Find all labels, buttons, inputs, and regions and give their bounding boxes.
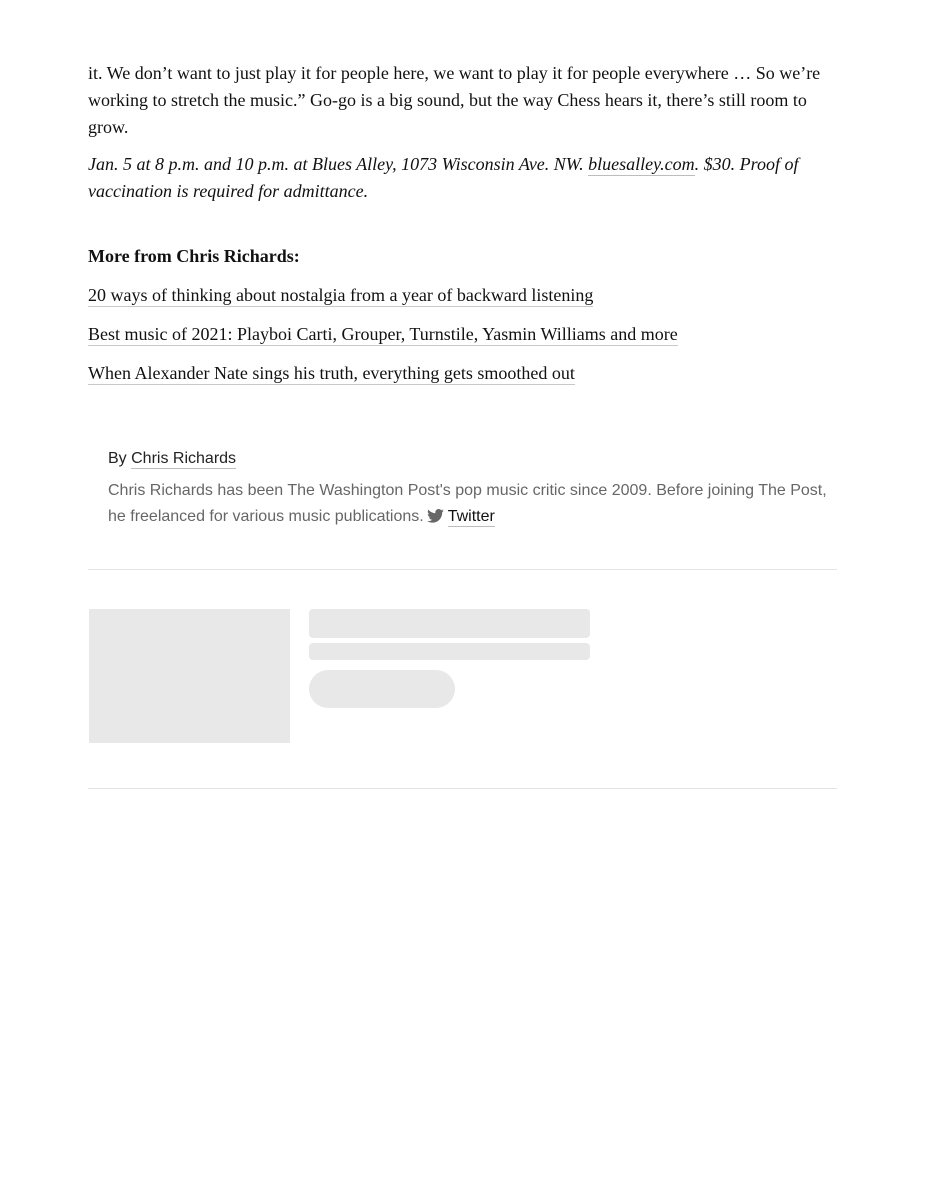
related-article-link-nostalgia[interactable]: 20 ways of thinking about nostalgia from a year of backward listening (88, 285, 594, 305)
bluesalley-link[interactable]: bluesalley.com (588, 154, 695, 174)
author-bio (108, 478, 828, 530)
more-from-heading: More from Chris Richards: (88, 246, 300, 266)
byline-prefix: By (108, 450, 127, 467)
list-item (88, 361, 678, 400)
article-body (88, 60, 838, 215)
title-placeholder (309, 609, 590, 638)
byline (108, 447, 828, 471)
twitter-link[interactable]: Twitter (447, 508, 495, 525)
author-name-link[interactable]: Chris Richards (131, 450, 237, 467)
author-bio-box (108, 447, 828, 530)
twitter-bird-icon (427, 506, 444, 520)
related-articles-list (88, 283, 678, 400)
section-divider-bottom (88, 788, 837, 789)
twitter-follow (427, 504, 495, 530)
image-placeholder (89, 609, 290, 743)
list-item (88, 322, 678, 361)
event-info-text-2: . $30. Proof of vaccination is required for admittance. (88, 154, 799, 201)
subtitle-placeholder (309, 643, 590, 660)
list-item (88, 283, 678, 322)
event-info-text: Jan. 5 at 8 p.m. and 10 p.m. at Blues Alley, 1073 Wisconsin Ave. NW. (88, 154, 589, 174)
related-article-link-best-music-2021[interactable]: Best music of 2021: Playboi Carti, Grouper, Turnstile, Yasmin Williams and more (88, 324, 678, 344)
section-divider (88, 569, 837, 570)
button-placeholder (309, 670, 455, 708)
author-bio-text: Chris Richards has been The Washington Post's pop music critic since 2009. Before joining The Post, he freelanced for various music publications. (108, 482, 827, 525)
article-paragraph: it. We don’t want to just play it for people here, we want to play it for people everywhere … So we’re working to stretch the music.” Go-go is a big sound, but the way Chess hears it, there’s still room to grow. (88, 63, 821, 137)
event-info (88, 151, 838, 205)
related-article-link-alexander-nate[interactable]: When Alexander Nate sings his truth, everything gets smoothed out (88, 363, 575, 383)
